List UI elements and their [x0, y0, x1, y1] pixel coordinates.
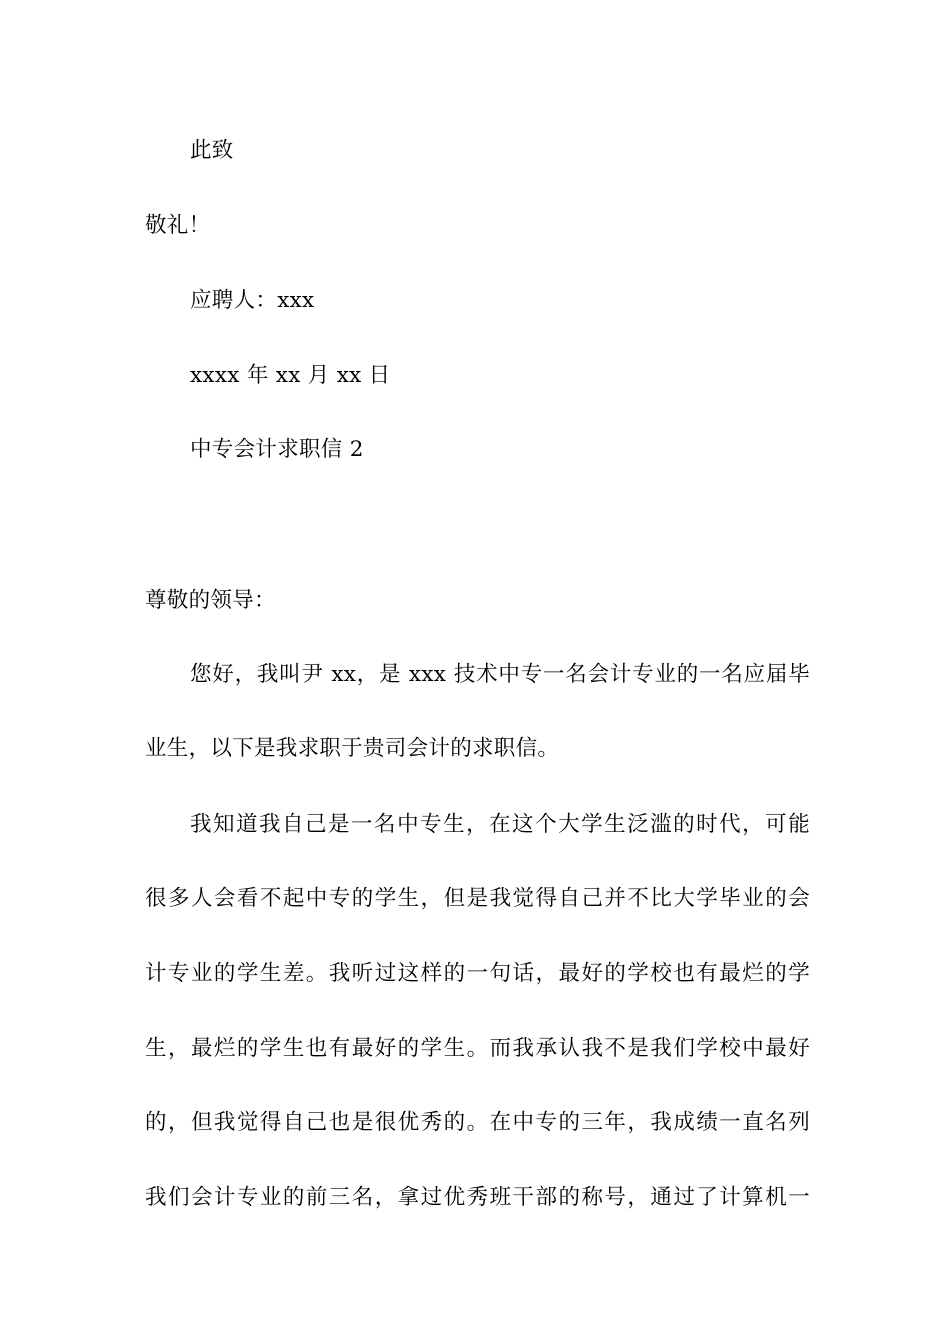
closing-regards: 敬礼！ [145, 213, 211, 238]
paragraph-line: 我知道我自己是一名中专生，在这个大学生泛滥的时代，可能 [190, 812, 810, 837]
paragraph-line: 业生，以下是我求职于贵司会计的求职信。 [145, 736, 560, 761]
letter-date: xxxx 年 xx 月 xx 日 [190, 363, 391, 388]
closing-salutation: 此致 [190, 138, 234, 163]
applicant-signature: 应聘人：xxx [190, 288, 315, 313]
section-title: 中专会计求职信 2 [190, 437, 364, 462]
paragraph-line: 您好，我叫尹 xx，是 xxx 技术中专一名会计专业的一名应届毕 [190, 662, 810, 687]
paragraph-line: 计专业的学生差。我听过这样的一句话，最好的学校也有最烂的学 [145, 961, 810, 986]
paragraph-line: 生，最烂的学生也有最好的学生。而我承认我不是我们学校中最好 [145, 1036, 810, 1061]
paragraph-line: 我们会计专业的前三名，拿过优秀班干部的称号，通过了计算机一 [145, 1185, 810, 1210]
greeting: 尊敬的领导： [145, 588, 276, 613]
paragraph-line: 的，但我觉得自己也是很优秀的。在中专的三年，我成绩一直名列 [145, 1110, 810, 1135]
paragraph-line: 很多人会看不起中专的学生，但是我觉得自己并不比大学毕业的会 [145, 886, 810, 911]
